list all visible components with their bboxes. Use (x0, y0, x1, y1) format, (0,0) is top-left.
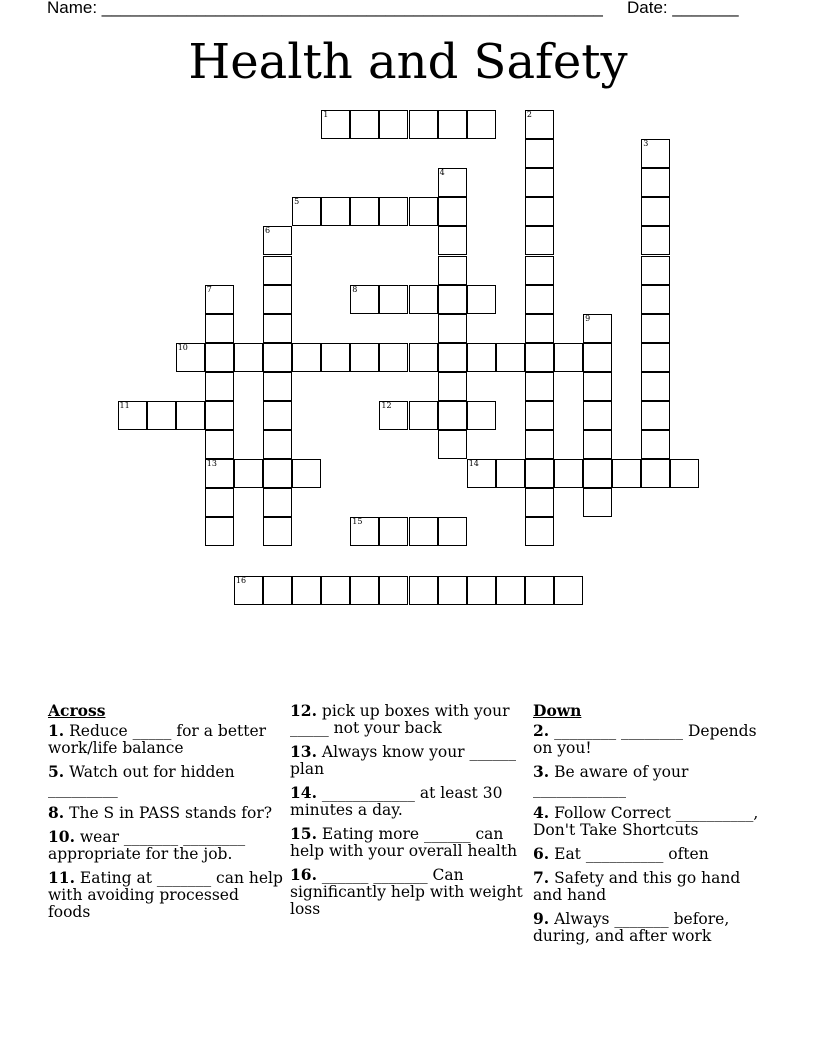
clue-item (533, 845, 763, 863)
grid-cell[interactable] (379, 517, 408, 546)
clue-text: ________ ________ Depends on you! (533, 722, 757, 757)
grid-cell[interactable] (641, 168, 670, 197)
grid-cell[interactable] (554, 576, 583, 605)
grid-cell[interactable] (467, 401, 496, 430)
grid-cell[interactable] (612, 459, 641, 488)
grid-cell[interactable] (205, 343, 234, 372)
clue-item (290, 784, 526, 819)
clue-number-label: 7 (206, 284, 212, 294)
grid-cell[interactable] (438, 430, 467, 459)
grid-cell[interactable] (525, 517, 554, 546)
grid-cell[interactable] (438, 168, 467, 197)
clue-number-label: 8 (352, 284, 358, 294)
clue-text: Always know your ______ plan (290, 743, 517, 778)
clue-number-label: 4 (439, 168, 445, 178)
clue-item (48, 763, 284, 798)
grid-cell[interactable] (583, 343, 612, 372)
grid-cell[interactable] (641, 285, 670, 314)
grid-cell[interactable] (583, 488, 612, 517)
grid-cell[interactable] (525, 110, 554, 139)
grid-cell[interactable] (641, 314, 670, 343)
grid-cell[interactable] (438, 226, 467, 255)
grid-cell[interactable] (263, 488, 292, 517)
grid-cell[interactable] (263, 517, 292, 546)
clue-number: 9. (533, 909, 550, 928)
grid-cell[interactable] (263, 314, 292, 343)
grid-cell[interactable] (583, 372, 612, 401)
grid-cell[interactable] (438, 256, 467, 285)
grid-cell[interactable] (467, 576, 496, 605)
grid-cell[interactable] (438, 197, 467, 226)
clue-item (533, 804, 763, 839)
grid-cell[interactable] (350, 197, 379, 226)
grid-cell[interactable] (205, 285, 234, 314)
grid-cell[interactable] (525, 401, 554, 430)
grid-cell[interactable] (350, 285, 379, 314)
grid-cell[interactable] (641, 256, 670, 285)
clue-item (290, 702, 526, 737)
grid-cell[interactable] (554, 459, 583, 488)
grid-cell[interactable] (525, 372, 554, 401)
grid-cell[interactable] (292, 197, 321, 226)
clue-number-label: 1 (323, 110, 329, 119)
clue-number: 16. (290, 865, 317, 884)
across-heading: Across (48, 701, 106, 720)
grid-cell[interactable] (641, 372, 670, 401)
clues-column-2 (290, 702, 526, 924)
clue-number: 7. (533, 868, 550, 887)
clue-text: ____________ at least 30 minutes a day. (290, 784, 503, 819)
clue-item (290, 743, 526, 778)
date-field-label: Date: _______ (627, 0, 739, 17)
grid-cell[interactable] (176, 343, 205, 372)
clue-text: Watch out for hidden _________ (48, 763, 235, 798)
name-field-label: Name: _____________________________________________________ (47, 0, 603, 17)
down-clue-list (533, 722, 763, 945)
grid-cell[interactable] (350, 576, 379, 605)
grid-cell[interactable] (234, 459, 263, 488)
grid-cell[interactable] (205, 517, 234, 546)
grid-cell[interactable] (496, 459, 525, 488)
grid-cell[interactable] (670, 459, 699, 488)
clue-number: 8. (48, 803, 65, 822)
clue-number: 3. (533, 762, 550, 781)
grid-cell[interactable] (321, 343, 350, 372)
grid-cell[interactable] (205, 459, 234, 488)
grid-cell[interactable] (292, 343, 321, 372)
grid-cell[interactable] (583, 459, 612, 488)
grid-cell[interactable] (525, 576, 554, 605)
grid-cell[interactable] (263, 401, 292, 430)
grid-cell[interactable] (438, 517, 467, 546)
grid-cell[interactable] (379, 401, 408, 430)
grid-cell[interactable] (525, 488, 554, 517)
grid-cell[interactable] (292, 576, 321, 605)
grid-cell[interactable] (321, 576, 350, 605)
grid-cell[interactable] (409, 197, 438, 226)
clue-item (533, 869, 763, 904)
grid-cell[interactable] (263, 226, 292, 255)
grid-cell[interactable] (409, 343, 438, 372)
grid-cell[interactable] (118, 401, 147, 430)
clue-text: Follow Correct __________, Don't Take Shortcuts (533, 804, 759, 839)
clue-number: 2. (533, 721, 550, 740)
grid-cell[interactable] (641, 430, 670, 459)
grid-cell[interactable] (525, 139, 554, 168)
grid-cell[interactable] (263, 285, 292, 314)
grid-cell[interactable] (350, 343, 379, 372)
grid-cell[interactable] (409, 401, 438, 430)
clue-item (48, 722, 284, 757)
clue-number-label: 14 (468, 459, 479, 469)
grid-cell[interactable] (525, 314, 554, 343)
clues-column-3 (533, 702, 763, 951)
clue-text: wear _______ ________ appropriate for the job. (48, 828, 246, 863)
clue-number-label: 16 (235, 575, 247, 585)
clue-number-label: 3 (643, 139, 649, 149)
grid-cell[interactable] (438, 401, 467, 430)
grid-cell[interactable] (525, 343, 554, 372)
grid-cell[interactable] (350, 110, 379, 139)
grid-cell[interactable] (263, 430, 292, 459)
clue-item (290, 866, 526, 918)
clue-text: Always _______ before, during, and after work (533, 910, 730, 945)
grid-cell[interactable] (234, 576, 263, 605)
grid-cell[interactable] (205, 372, 234, 401)
clue-number-label: 15 (352, 517, 363, 527)
grid-cell[interactable] (292, 459, 321, 488)
clue-number: 6. (533, 844, 550, 863)
clue-text: Be aware of your ____________ (533, 763, 689, 798)
grid-cell[interactable] (234, 343, 263, 372)
clue-number: 11. (48, 868, 75, 887)
clue-item (533, 763, 763, 798)
clue-number-label: 2 (526, 110, 532, 119)
clues-column-1 (48, 702, 284, 927)
clue-text: Eating at _______ can help with avoiding processed foods (48, 869, 283, 921)
clue-number: 4. (533, 803, 550, 822)
grid-cell[interactable] (525, 256, 554, 285)
clue-text: Eat __________ often (554, 845, 709, 863)
grid-cell[interactable] (467, 285, 496, 314)
grid-cell[interactable] (641, 343, 670, 372)
grid-cell[interactable] (583, 314, 612, 343)
across-clue-list (48, 722, 284, 921)
clue-text: Eating more ______ can help with your overall health (290, 825, 518, 860)
down-heading: Down (533, 701, 582, 720)
clue-number-label: 10 (177, 342, 188, 352)
grid-cell[interactable] (350, 517, 379, 546)
grid-cell[interactable] (263, 576, 292, 605)
clue-number: 14. (290, 783, 317, 802)
clue-number-label: 6 (265, 226, 271, 236)
grid-cell[interactable] (205, 488, 234, 517)
grid-cell[interactable] (525, 168, 554, 197)
clue-number-label: 12 (381, 401, 392, 410)
clue-number-label: 5 (294, 197, 300, 207)
grid-cell[interactable] (205, 314, 234, 343)
grid-cell[interactable] (525, 459, 554, 488)
grid-cell[interactable] (263, 372, 292, 401)
clue-item (48, 828, 284, 863)
grid-cell[interactable] (379, 343, 408, 372)
grid-cell[interactable] (525, 430, 554, 459)
grid-cell[interactable] (467, 459, 496, 488)
clue-text: pick up boxes with your _____ not your back (290, 702, 510, 737)
clue-text: Reduce _____ for a better work/life balance (48, 722, 267, 757)
grid-cell[interactable] (321, 197, 350, 226)
grid-cell[interactable] (438, 110, 467, 139)
clue-number: 12. (290, 701, 317, 720)
grid-cell[interactable] (379, 285, 408, 314)
grid-cell[interactable] (409, 285, 438, 314)
grid-cell[interactable] (641, 459, 670, 488)
grid-cell[interactable] (496, 343, 525, 372)
grid-cell[interactable] (554, 343, 583, 372)
grid-cell[interactable] (438, 314, 467, 343)
grid-cell[interactable] (583, 430, 612, 459)
grid-cell[interactable] (263, 256, 292, 285)
clue-item (48, 804, 284, 822)
clue-number: 5. (48, 762, 65, 781)
grid-cell[interactable] (205, 430, 234, 459)
grid-cell[interactable] (205, 401, 234, 430)
grid-cell[interactable] (525, 197, 554, 226)
grid-cell[interactable] (583, 401, 612, 430)
grid-cell[interactable] (409, 576, 438, 605)
grid-cell[interactable] (379, 197, 408, 226)
page-title: Health and Safety (188, 34, 628, 90)
clue-text: The S in PASS stands for? (69, 804, 273, 822)
clue-number: 1. (48, 721, 65, 740)
clue-number: 10. (48, 827, 75, 846)
grid-cell[interactable] (438, 372, 467, 401)
grid-cell[interactable] (409, 110, 438, 139)
grid-cell[interactable] (496, 576, 525, 605)
grid-cell[interactable] (321, 110, 350, 139)
clue-item (533, 910, 763, 945)
clue-item (533, 722, 763, 757)
grid-cell[interactable] (467, 110, 496, 139)
grid-cell[interactable] (641, 197, 670, 226)
grid-cell[interactable] (641, 226, 670, 255)
across-clue-list-continued (290, 702, 526, 918)
clue-number-label: 11 (119, 401, 130, 410)
clue-item (48, 869, 284, 921)
grid-cell[interactable] (263, 459, 292, 488)
grid-cell[interactable] (147, 401, 176, 430)
grid-cell[interactable] (263, 343, 292, 372)
grid-cell[interactable] (409, 517, 438, 546)
grid-cell[interactable] (641, 401, 670, 430)
grid-cell[interactable] (438, 576, 467, 605)
clue-number-label: 13 (206, 459, 217, 469)
grid-cell[interactable] (641, 139, 670, 168)
clue-number: 15. (290, 824, 317, 843)
clue-number: 13. (290, 742, 317, 761)
clue-text: ______ _______ Can significantly help with weight loss (290, 866, 523, 918)
clue-number-label: 9 (585, 313, 591, 323)
clue-item (290, 825, 526, 860)
grid-cell[interactable] (467, 343, 496, 372)
grid-cell[interactable] (438, 285, 467, 314)
grid-cell[interactable] (379, 576, 408, 605)
grid-cell[interactable] (525, 226, 554, 255)
clue-text: Safety and this go hand and hand (533, 869, 741, 904)
grid-cell[interactable] (379, 110, 408, 139)
grid-cell[interactable] (176, 401, 205, 430)
grid-cell[interactable] (525, 285, 554, 314)
grid-cell[interactable] (438, 343, 467, 372)
